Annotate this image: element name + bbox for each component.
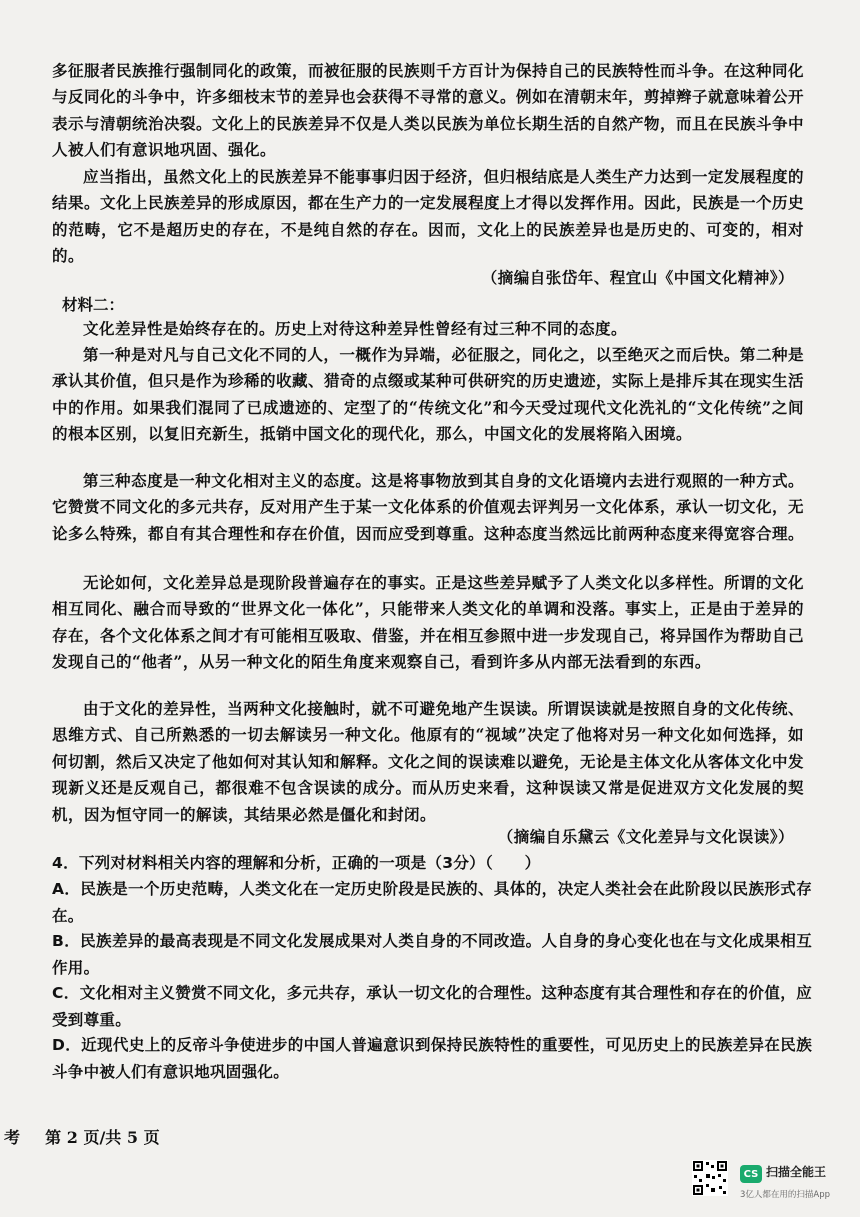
page-footer xyxy=(4,1125,160,1148)
scanner-brand: 扫描全能王 xyxy=(766,1165,827,1179)
paragraph-2: 应当指出，虽然文化上的民族差异不能事事归因于经济，但归根结底是人类生产力达到一定发展程度的结果。文化上民族差异的形成原因，都在生产力的一定发展程度上才得以发挥作用。因此，民族是一个历史的范畴，它不是超历史的存在，不是纯自然的存在。因而，文化上的民族差异也是历史的、可变的，相对的。 xyxy=(52,167,805,266)
scanner-tagline: 3亿人都在用的扫描App xyxy=(740,1190,831,1200)
source-citation-1: （摘编自张岱年、程宜山《中国文化精神》） xyxy=(481,268,794,287)
option-c: C．文化相对主义赞赏不同文化，多元共存，承认一切文化的合理性。这种态度有其合理性和存在的价值，应受到尊重。 xyxy=(52,984,812,1029)
option-b: B．民族差异的最高表现是不同文化发展成果对人类自身的不同改造。人自身的身心变化也在与文化成果相互作用。 xyxy=(52,932,812,977)
material-2-heading: 材料二： xyxy=(62,295,125,314)
paragraph-6: 无论如何，文化差异总是现阶段普遍存在的事实。正是这些差异赋予了人类文化以多样性。所谓的文化相互同化、融合而导致的“世界文化一体化”，只能带来人类文化的单调和没落。事实上，正是由于差异的存在，各个文化体系之间才有可能相互吸取、借鉴，并在相互参照中进一步发现自己，将异国作为帮助自己发现自己的“他者”，从另一种文化的陌生角度来观察自己，看到许多从内部无法看到的东西。 xyxy=(52,573,805,672)
question-stem: 4．下列对材料相关内容的理解和分析，正确的一项是（3分）（ ） xyxy=(52,854,541,872)
paragraph-5: 第三种态度是一种文化相对主义的态度。这是将事物放到其自身的文化语境内去进行观照的一种方式。它赞赏不同文化的多元共存，反对用产生于某一文化体系的价值观去评判另一文化体系，承认一切文化，无论多么特殊，都自有其合理性和存在价值，因而应受到尊重。这种态度当然远比前两种态度来得宽容合理。 xyxy=(52,471,805,543)
option-d: D．近现代史上的反帝斗争使进步的中国人普遍意识到保持民族特性的重要性，可见历史上的民族差异在民族斗争中被人们有意识地巩固强化。 xyxy=(52,1036,812,1081)
paragraph-7: 由于文化的差异性，当两种文化接触时，就不可避免地产生误读。所谓误读就是按照自身的文化传统、思维方式、自己所熟悉的一切去解读另一种文化。他原有的“视域”决定了他将对另一种文化如何选择，如何切割，然后又决定了他如何对其认知和解释。文化之间的误读难以避免，无论是主体文化从客体文化中发现新义还是反观自己，都很难不包含误读的成分。而从历史来看，这种误读又常是促进双方文化发展的契机，因为恒守同一的解读，其结果必然是僵化和封闭。 xyxy=(52,699,805,824)
footer-fragment: 考 xyxy=(4,1128,21,1147)
source-citation-2: （摘编自乐黛云《文化差异与文化误读》） xyxy=(497,827,794,846)
qr-code-icon xyxy=(692,1160,728,1196)
paragraph-1: 多征服者民族推行强制同化的政策，而被征服的民族则千方百计为保持自己的民族特性而斗争。在这种同化与反同化的斗争中，许多细枝末节的差异也会获得不寻常的意义。例如在清朝末年，剪掉辫子就意味着公开表示与清朝统治决裂。文化上的民族差异不仅是人类以民族为单位长期生活的自然产物，而且在民族斗争中人被人们有意识地巩固、强化。 xyxy=(52,61,805,160)
scanner-logo-icon: CS xyxy=(740,1165,762,1183)
paragraph-4: 第一种是对凡与自己文化不同的人，一概作为异端，必征服之，同化之，以至绝灭之而后快。第二种是承认其价值，但只是作为珍稀的收藏、猎奇的点缀或某种可供研究的历史遗迹，实际上是排斥其在现实生活中的作用。如果我们混同了已成遗迹的、定型了的“传统文化”和今天受过现代文化洗礼的“文化传统”之间的根本区别，以复旧充新生，抵销中国文化的现代化，那么，中国文化的发展将陷入困境。 xyxy=(52,345,805,444)
paragraph-3: 文化差异性是始终存在的。历史上对待这种差异性曾经有过三种不同的态度。 xyxy=(83,319,628,338)
option-a: A．民族是一个历史范畴，人类文化在一定历史阶段是民族的、具体的，决定人类社会在此阶段以民族形式存在。 xyxy=(52,880,812,925)
page-number: 第 2 页/共 5 页 xyxy=(45,1128,160,1147)
